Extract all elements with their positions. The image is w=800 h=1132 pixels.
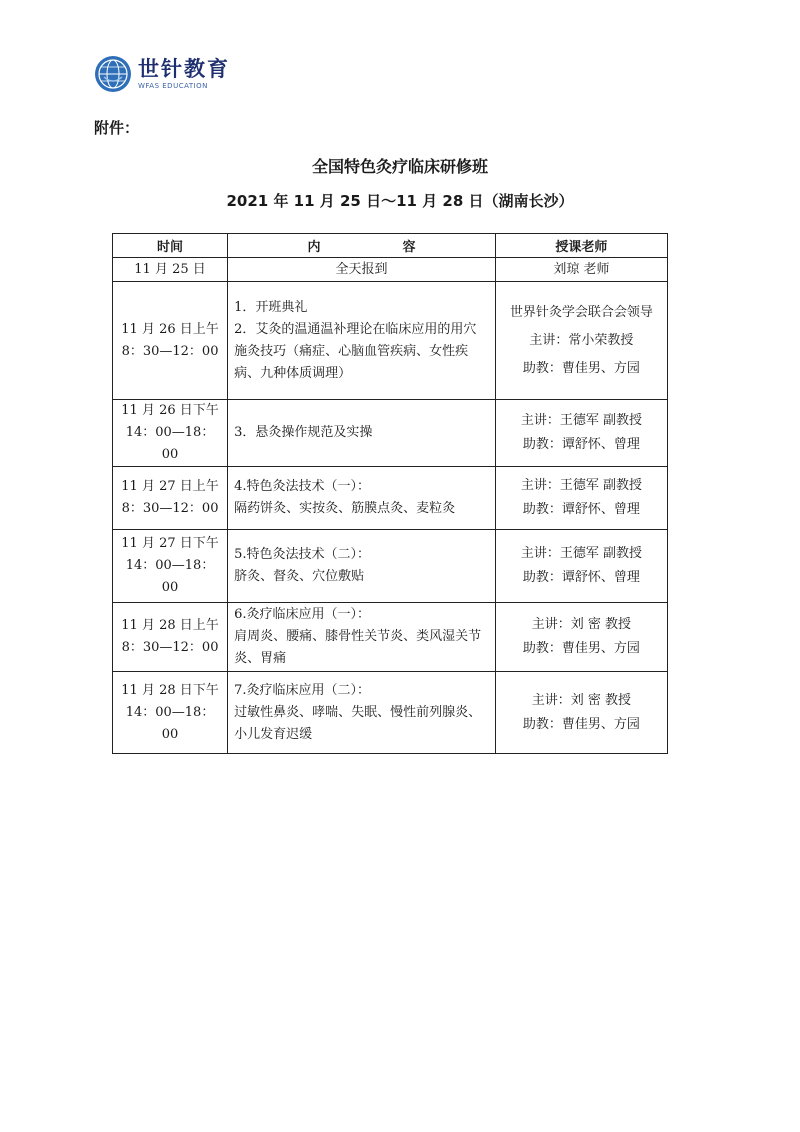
time-date: 11 月 27 日下午 xyxy=(121,536,219,551)
time-cell xyxy=(113,282,228,400)
content-line: 6.灸疗临床应用（一）： xyxy=(234,607,370,622)
teacher-line: 刘琼 老师 xyxy=(553,261,610,277)
logo-name: 世针教育 xyxy=(138,57,230,81)
time-date: 11 月 27 日上午 xyxy=(121,479,219,494)
header-content xyxy=(228,234,496,258)
document-subtitle: 2021 年 11 月 25 日～11 月 28 日（湖南长沙） xyxy=(226,192,574,210)
teacher-cell xyxy=(495,258,667,282)
teacher-line: 助教：曹佳男、方园 xyxy=(522,716,640,732)
teacher-cell xyxy=(495,530,667,603)
table-row xyxy=(113,400,668,467)
time-range: 8：30—12：00 xyxy=(121,343,219,359)
teacher-line: 助教：谭舒怀、曾理 xyxy=(522,502,640,517)
content-line: 肩周炎、腰痛、膝骨性关节炎、类风湿关节炎、胃痛 xyxy=(234,629,482,666)
time-cell xyxy=(113,672,228,754)
time-date: 11 月 25 日 xyxy=(134,261,206,277)
document-title: 全国特色灸疗临床研修班 xyxy=(311,157,488,176)
header-content-right: 容 xyxy=(402,240,416,255)
logo xyxy=(94,55,230,93)
time-date: 11 月 28 日下午 xyxy=(121,682,219,698)
teacher-cell xyxy=(495,672,667,754)
teacher-line: 主讲：刘 密 教授 xyxy=(531,617,632,632)
content-line: 过敏性鼻炎、哮喘、失眠、慢性前列腺炎、小儿发育迟缓 xyxy=(234,704,482,742)
time-range: 14：00—18：00 xyxy=(125,425,215,462)
content-line: 7.灸疗临床应用（二）： xyxy=(234,682,370,698)
teacher-cell xyxy=(495,603,667,672)
teacher-line: 主讲：刘 密 教授 xyxy=(531,692,632,708)
time-range: 8：30—12：00 xyxy=(121,501,219,516)
logo-subtitle: WFAS EDUCATION xyxy=(138,82,208,90)
teacher-line: 助教：曹佳男、方园 xyxy=(522,641,640,656)
teacher-cell xyxy=(495,467,667,530)
attachment-label: 附件： xyxy=(94,119,140,137)
content-cell xyxy=(228,530,496,603)
time-cell xyxy=(113,467,228,530)
table-row xyxy=(113,603,668,672)
header-teacher: 授课老师 xyxy=(495,234,667,258)
content-line: 5.特色灸法技术（二）： xyxy=(234,547,370,562)
content-line: 2．艾灸的温通温补理论在临床应用的用穴施灸技巧（痛症、心脑血管疾病、女性疾病、九种体质调理） xyxy=(234,321,477,381)
content-line: 脐灸、督灸、穴位敷贴 xyxy=(234,569,365,584)
table-row xyxy=(113,530,668,603)
content-line: 1．开班典礼 xyxy=(234,299,308,315)
content-line: 隔药饼灸、实按灸、筋膜点灸、麦粒灸 xyxy=(234,501,456,516)
time-range: 14：00—18：00 xyxy=(125,558,215,595)
content-cell xyxy=(228,467,496,530)
header-content-left: 内 xyxy=(307,240,321,255)
teacher-line: 主讲：王德军 副教授 xyxy=(520,546,642,561)
table-row xyxy=(113,672,668,754)
teacher-line: 主讲：王德军 副教授 xyxy=(520,413,642,428)
teacher-line: 助教：谭舒怀、曾理 xyxy=(522,570,640,585)
content-cell xyxy=(228,282,496,400)
content-cell xyxy=(228,603,496,672)
teacher-line: 主讲：王德军 副教授 xyxy=(520,478,642,493)
content-cell xyxy=(228,672,496,754)
time-range: 8：30—12：00 xyxy=(121,640,219,655)
table-header-row xyxy=(113,234,668,258)
time-date: 11 月 26 日下午 xyxy=(121,403,219,418)
globe-logo-icon xyxy=(94,55,132,93)
content-cell xyxy=(228,400,496,467)
content-cell xyxy=(228,258,496,282)
content-line: 3．悬灸操作规范及实操 xyxy=(234,425,373,440)
header-time: 时间 xyxy=(113,234,228,258)
time-cell xyxy=(113,603,228,672)
teacher-line: 助教：谭舒怀、曾理 xyxy=(522,437,640,452)
table-row xyxy=(113,282,668,400)
schedule-table xyxy=(112,233,668,754)
teacher-cell xyxy=(495,400,667,467)
teacher-line: 世界针灸学会联合会领导 xyxy=(509,304,653,320)
teacher-line: 主讲：常小荣教授 xyxy=(529,332,634,348)
time-range: 14：00—18：00 xyxy=(125,704,215,742)
teacher-line: 助教：曹佳男、方园 xyxy=(522,360,640,376)
table-row xyxy=(113,258,668,282)
time-cell xyxy=(113,400,228,467)
time-cell xyxy=(113,530,228,603)
table-row xyxy=(113,467,668,530)
teacher-cell xyxy=(495,282,667,400)
content-line: 4.特色灸法技术（一）： xyxy=(234,479,370,494)
time-date: 11 月 26 日上午 xyxy=(121,321,219,337)
time-date: 11 月 28 日上午 xyxy=(121,618,219,633)
time-cell xyxy=(113,258,228,282)
content-line: 全天报到 xyxy=(335,261,388,277)
